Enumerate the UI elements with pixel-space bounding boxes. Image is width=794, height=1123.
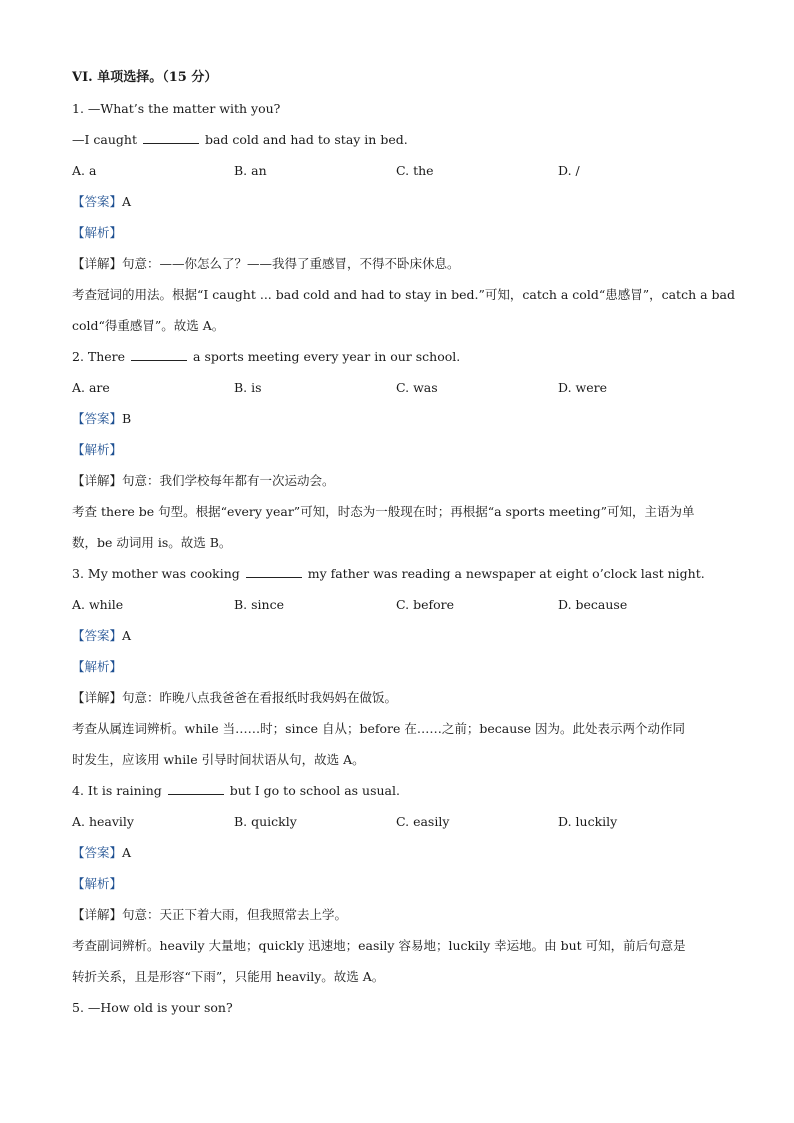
q4-stem: 4. It is raining but I go to school as usual. <box>72 783 400 798</box>
q2-explanation-1: 考查 there be 句型。根据“every year”可知，时态为一般现在时；再根据“a sports meeting”可知，主语为单 <box>72 504 695 519</box>
option-a: A. a <box>72 163 97 178</box>
blank-line <box>246 565 302 578</box>
answer-label: 【答案】 <box>72 845 123 860</box>
q2-options <box>72 372 722 403</box>
option-c: C. was <box>396 380 438 395</box>
q3-stem: 3. My mother was cooking my father was reading a newspaper at eight o’clock last night. <box>72 566 705 581</box>
q4-options <box>72 806 722 837</box>
analysis-label: 【解析】 <box>72 659 123 674</box>
option-b: B. since <box>234 597 284 612</box>
q5-stem: 5. —How old is your son? <box>72 1000 233 1015</box>
option-a: A. while <box>72 597 124 612</box>
answer-label: 【答案】 <box>72 411 123 426</box>
option-a: A. heavily <box>72 814 134 829</box>
answer-label: 【答案】 <box>72 194 123 209</box>
q3-answer: 【答案】A <box>72 628 132 643</box>
option-b: B. an <box>234 163 267 178</box>
q4-answer: 【答案】A <box>72 845 132 860</box>
q2-explanation-2: 数，be 动词用 is。故选 B。 <box>72 535 232 550</box>
detail-label: 【详解】 <box>72 690 123 705</box>
q3-explanation-2: 时发生，应该用 while 引导时间状语从句，故选 A。 <box>72 752 365 767</box>
q1-answer: 【答案】A <box>72 194 132 209</box>
detail-label: 【详解】 <box>72 907 123 922</box>
option-d: D. were <box>558 380 607 395</box>
option-a: A. are <box>72 380 110 395</box>
answer-label: 【答案】 <box>72 628 123 643</box>
option-b: B. is <box>234 380 262 395</box>
q2-answer: 【答案】B <box>72 411 132 426</box>
q1-detail: 【详解】句意：——你怎么了？——我得了重感冒，不得不卧床休息。 <box>72 256 460 271</box>
q4-analysis <box>72 868 722 899</box>
blank-line <box>168 782 224 795</box>
q4-explanation-2: 转折关系，且是形容“下雨”，只能用 heavily。故选 A。 <box>72 969 385 984</box>
option-d: D. / <box>558 163 580 178</box>
q2-detail: 【详解】句意：我们学校每年都有一次运动会。 <box>72 473 335 488</box>
q2-analysis <box>72 434 722 465</box>
option-c: C. before <box>396 597 454 612</box>
q1-reply: —I caught bad cold and had to stay in bed. <box>72 132 408 147</box>
q1-explanation-1: 考查冠词的用法。根据“I caught ... bad cold and had to stay in bed.”可知，catch a cold“患感冒”，catch a bad <box>72 287 735 302</box>
blank-line <box>131 348 187 361</box>
q3-explanation-1: 考查从属连词辨析。while 当……时；since 自从；before 在……之前；because 因为。此处表示两个动作同 <box>72 721 686 736</box>
q1-stem: 1. —What’s the matter with you? <box>72 101 281 116</box>
option-b: B. quickly <box>234 814 297 829</box>
detail-label: 【详解】 <box>72 473 123 488</box>
q3-detail: 【详解】句意：昨晚八点我爸爸在看报纸时我妈妈在做饭。 <box>72 690 398 705</box>
analysis-label: 【解析】 <box>72 225 123 240</box>
q3-options <box>72 589 722 620</box>
section-heading: VI. 单项选择。（15 分） <box>72 70 218 85</box>
document-page <box>72 62 735 1023</box>
analysis-label: 【解析】 <box>72 442 123 457</box>
option-c: C. the <box>396 163 434 178</box>
option-d: D. luckily <box>558 814 618 829</box>
detail-label: 【详解】 <box>72 256 123 271</box>
q3-analysis <box>72 651 722 682</box>
q1-explanation-2: cold“得重感冒”。故选 A。 <box>72 318 225 333</box>
q1-options <box>72 155 722 186</box>
analysis-label: 【解析】 <box>72 876 123 891</box>
blank-line <box>143 131 199 144</box>
option-d: D. because <box>558 597 628 612</box>
q1-analysis <box>72 217 722 248</box>
option-c: C. easily <box>396 814 450 829</box>
q2-stem: 2. There a sports meeting every year in our school. <box>72 349 461 364</box>
q4-explanation-1: 考查副词辨析。heavily 大量地；quickly 迅速地；easily 容易地；luckily 幸运地。由 but 可知，前后句意是 <box>72 938 686 953</box>
q4-detail: 【详解】句意：天正下着大雨，但我照常去上学。 <box>72 907 348 922</box>
